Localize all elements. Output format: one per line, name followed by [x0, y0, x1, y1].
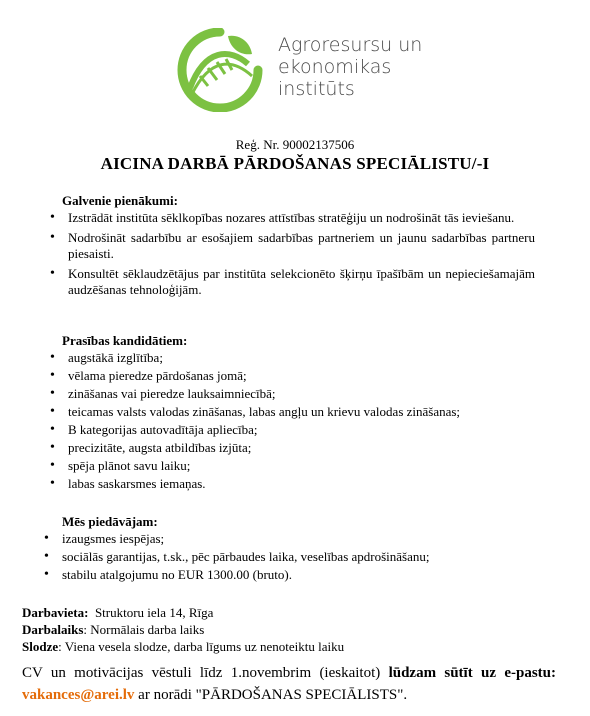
workload-label: Slodze	[22, 639, 59, 654]
hours-value: : Normālais darba laiks	[83, 622, 205, 637]
logo-line-2: ekonomikas	[278, 56, 392, 78]
cv-send-label: lūdzam sūtīt uz e-pastu:	[388, 665, 556, 681]
list-item: • sociālās garantijas, t.sk., pēc pārbaudes laika, veselības apdrošināšanu;	[42, 549, 542, 565]
duties-list	[48, 210, 535, 302]
logo-text	[278, 34, 422, 100]
institute-logo	[170, 28, 470, 112]
job-details	[22, 604, 344, 655]
workload-line	[22, 638, 344, 655]
list-item: • stabilu atalgojumu no EUR 1300.00 (bruto).	[42, 567, 542, 583]
cv-note: ar norādi "PĀRDOŠANAS SPECIĀLISTS".	[134, 687, 408, 703]
page-title: AICINA DARBĀ PĀRDOŠANAS SPECIĀLISTU/-I	[100, 154, 490, 173]
workplace-label: Darbavieta:	[22, 605, 89, 620]
logo-line-3: institūts	[278, 78, 355, 100]
list-item: • izaugsmes iespējas;	[42, 531, 542, 547]
application-instructions	[22, 662, 556, 706]
logo-line-1: Agroresursu un	[278, 34, 423, 56]
hours-label: Darbalaiks	[22, 622, 84, 637]
list-item: • Izstrādāt institūta sēklkopības nozares attīstības stratēģiju un nodrošināt tās ieviešanu.	[48, 210, 535, 226]
requirements-heading: Prasības kandidātiem:	[62, 333, 188, 348]
list-item: • precizitāte, augsta atbildības izjūta;	[48, 440, 548, 456]
duties-heading: Galvenie pienākumi:	[62, 193, 178, 208]
offer-heading: Mēs piedāvājam:	[62, 514, 158, 529]
hours-line	[22, 621, 344, 638]
email-link[interactable]: vakances@arei.lv	[22, 687, 135, 703]
cv-text: CV un motivācijas vēstuli līdz 1.novembrim (ieskaitot)	[22, 665, 389, 681]
registration-number: Reģ. Nr. 90002137506	[235, 137, 355, 152]
list-item: • spēja plānot savu laiku;	[48, 458, 548, 474]
offer-list	[42, 531, 542, 585]
list-item: • vēlama pieredze pārdošanas jomā;	[48, 368, 548, 384]
requirements-list	[48, 350, 548, 494]
workload-value: : Viena vesela slodze, darba līgums uz nenoteiktu laiku	[58, 639, 345, 654]
list-item: • Nodrošināt sadarbību ar esošajiem sadarbības partneriem un jaunu sadarbības partneru piesaisti.	[48, 230, 535, 262]
logo-icon	[170, 28, 270, 112]
workplace-value: Struktoru iela 14, Rīga	[88, 605, 214, 620]
list-item: • teicamas valsts valodas zināšanas, labas angļu un krievu valodas zināšanas;	[48, 404, 548, 420]
list-item: • zināšanas vai pieredze lauksaimniecībā;	[48, 386, 548, 402]
list-item: • B kategorijas autovadītāja apliecība;	[48, 422, 548, 438]
list-item: • Konsultēt sēklaudzētājus par institūta selekcionēto šķirņu īpašībām un nepieciešamajām audzēšanas tehnoloģijām.	[48, 266, 535, 298]
list-item: • labas saskarsmes iemaņas.	[48, 476, 548, 492]
list-item: • augstākā izglītība;	[48, 350, 548, 366]
workplace-line	[22, 604, 344, 621]
